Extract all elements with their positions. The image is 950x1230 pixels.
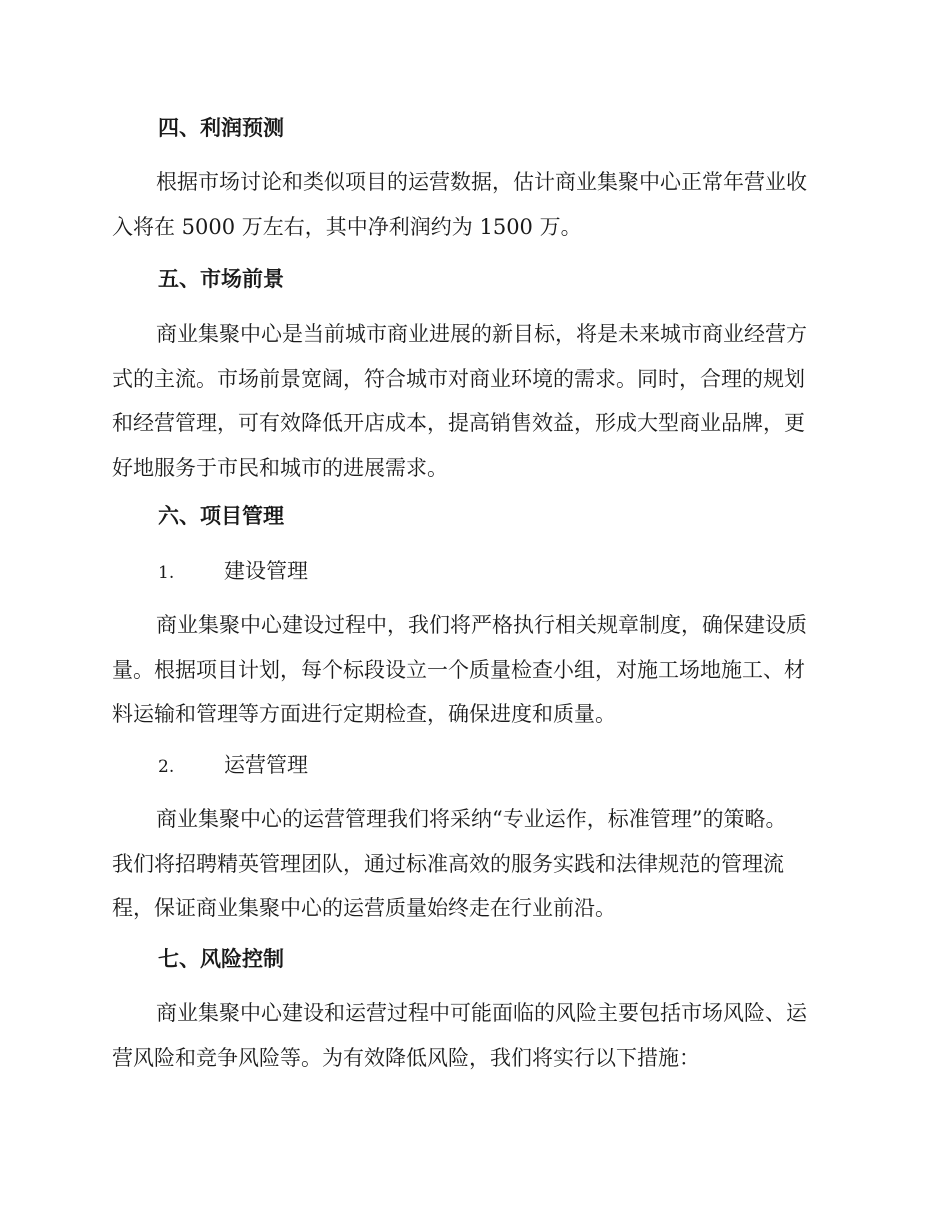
paragraph-market-outlook	[112, 312, 836, 490]
text-line: 入将在 5000 万左右，其中净利润约为 1500 万。	[112, 214, 582, 239]
text-line: 料运输和管理等方面进行定期检查，确保进度和质量。	[112, 702, 616, 726]
section-heading-market-outlook: 五、市场前景	[158, 267, 284, 291]
list-item-number: 2.	[158, 757, 175, 777]
paragraph-profit-forecast	[112, 160, 836, 249]
section-heading-profit-forecast: 四、利润预测	[158, 116, 284, 140]
section-heading-project-management: 六、项目管理	[158, 504, 284, 528]
text-line: 商业集聚中心建设过程中，我们将严格执行相关规章制度，确保建设质	[156, 613, 807, 637]
text-line: 我们将招聘精英管理团队，通过标准高效的服务实践和法律规范的管理流	[112, 851, 784, 876]
text-line: 程，保证商业集聚中心的运营质量始终走在行业前沿。	[112, 896, 616, 920]
list-item-number: 1.	[158, 563, 175, 583]
text-line: 商业集聚中心的运营管理我们将采纳“专业运作，标准管理”的策略。	[156, 807, 787, 831]
text-line: 式的主流。市场前景宽阔，符合城市对商业环境的需求。同时，合理的规划	[112, 366, 805, 391]
text-line: 商业集聚中心是当前城市商业进展的新目标，将是未来城市商业经营方	[156, 322, 807, 346]
text-line: 根据市场讨论和类似项目的运营数据，估计商业集聚中心正常年营业收	[156, 170, 807, 194]
list-item-operations-management	[158, 750, 308, 782]
section-heading-risk-control: 七、风险控制	[158, 947, 284, 971]
text-line: 营风险和竞争风险等。为有效降低风险，我们将实行以下措施：	[112, 1045, 700, 1070]
list-item-label: 运营管理	[224, 753, 308, 777]
paragraph-operations-management	[112, 797, 836, 931]
text-line: 商业集聚中心建设和运营过程中可能面临的风险主要包括市场风险、运	[156, 1001, 807, 1025]
text-line: 好地服务于市民和城市的进展需求。	[112, 455, 448, 480]
paragraph-construction-management	[112, 603, 836, 737]
text-line: 和经营管理，可有效降低开店成本，提高销售效益，形成大型商业品牌，更	[112, 411, 805, 435]
list-item-construction-management	[158, 556, 308, 588]
paragraph-risk-control	[112, 991, 836, 1080]
list-item-label: 建设管理	[224, 559, 308, 583]
text-line: 量。根据项目计划，每个标段设立一个质量检查小组，对施工场地施工、材	[112, 657, 805, 682]
